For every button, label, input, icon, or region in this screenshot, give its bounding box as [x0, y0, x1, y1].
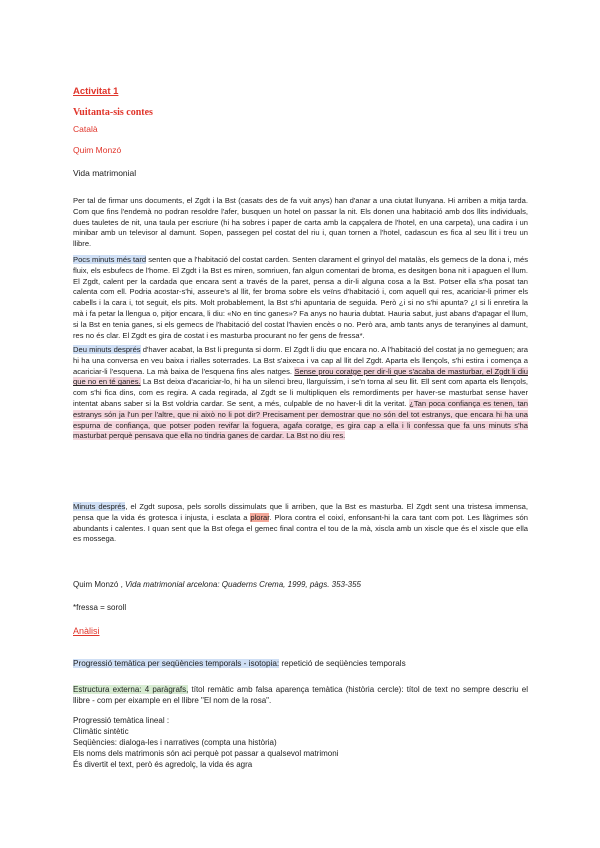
footnote: *fressa = soroll: [73, 603, 127, 612]
thematic-progression: [73, 659, 528, 668]
list-item: Els noms dels matrimonis són aci perquè pot passar a qualsevol matrimoni: [73, 749, 339, 758]
structure-label: Estructura externa: 4 paràgrafs,: [73, 685, 189, 694]
external-structure: [73, 684, 528, 706]
list-item: Climàtic sintètic: [73, 727, 129, 736]
time-marker: Deu minuts després: [73, 345, 141, 354]
paragraph-3: [73, 345, 528, 442]
citation: [73, 580, 528, 591]
time-marker: Minuts després: [73, 502, 126, 511]
story-title: Vida matrimonial: [73, 168, 137, 178]
analysis-list: [73, 715, 528, 770]
progression-text: repetició de seqüències temporals: [279, 659, 406, 668]
paragraph-text: senten que a l'habitació del costat carden. Senten clarament el grinyol del matalàs, els gemecs de la dona i, més fluix, els esbufecs de l'home. El Zgdt i la Bst es miren, somriuen, fan algun comentari de broma, es desitgen bona nit i apaguen el llum. El Zgdt, calent per la cardada que encara sent a través de la paret, pensa a dir-li alguna cosa a la Bst. Potser ella s'ha posat tan calenta com ell. Podria acostar-s'hi, asseure's al llit, fer broma sobre els veïns d'habitació i, com aquell qui res, acariciar-li primer els cabells i la cara i, tot seguit, els pits. Molt probablement, la Bst s'hi apuntaria de seguida. Però ¿i si no s'hi apunta? ¿I si li enretira la mà i fa petar la llengua o, pitjor encara, li diu: «No en tinc ganes»? Fa anys no hauria dubtat. Hauria sabut, just abans d'apagar el llum, si la Bst en tenia ganes, si els gemecs de l'habitació del costat l'havien encès o no. Però ara, amb tants anys de teranyines al damunt, res no és clar. El Zgdt es gira de costat i es masturba procurant no fer gens de fressa*.: [73, 255, 528, 340]
list-item: És divertit el text, però és agredolç, la vida és agra: [73, 760, 253, 769]
highlighted-passage: ¿Tan poca confiança es tenen, tan estranys són ja l'un per l'altre, que ni això no li pot dir? Precisament per demostrar que no són del tot estranys, que encara hi ha una espurna de confiança, que potser poden revifar la foguera, agafa coratge, es gira cap a ella i li confessa que fa uns minuts s'ha masturbat perquè pensava que ella no tindria ganes de cardar. La Bst no diu res.: [73, 398, 528, 441]
time-marker: Pocs minuts més tard: [73, 255, 147, 264]
paragraph-text: , el Zgdt suposa, pels sorolls dissimulats que li arriben, que la Bst es masturba. El Zgdt sent una tristesa immensa, pensa que la vida és grotesca i injusta, i esclata a: [73, 502, 528, 522]
language-label: Català: [73, 124, 98, 134]
highlighted-word: plorar: [250, 512, 270, 522]
list-item: Progressió temàtica lineal :: [73, 716, 170, 725]
paragraph-2: [73, 255, 528, 341]
author-name: Quim Monzó: [73, 145, 122, 155]
paragraph-1: Per tal de firmar uns documents, el Zgdt i la Bst (casats des de fa vuit anys) han d'anar a una ciutat llunyana. Hi arriben a mitja tarda. Com que fins l'endemà no podran resoldre l'afer, busquen un hotel on passar la nit. Els donen una habitació amb dos llits individuals, dues tauletes de nit, una taula per escriure (hi ha sobres i paper de carta amb la capçalera de l'hotel, en una carpeta), una cadira i un minibar amb un televisor al damunt. Sopen, passegen pel costat del riu i, quan tornen a l'hotel, cadascun es fica al seu llit i treu un llibre.: [73, 196, 528, 249]
book-title: Vuitanta-sis contes: [73, 107, 153, 118]
activity-heading: Activitat 1: [73, 86, 119, 97]
paragraph-text: . Plora contra el coixí, enfonsant-hi la cara tant com pot. Les llàgrimes són abundants i calentes. I quan sent que la Bst ofega el gemec final contra el tou de la mà, xiscla amb un xiscle que és el xiscle que ella es mossega.: [73, 512, 529, 544]
analysis-heading: Anàlisi: [73, 626, 100, 636]
paragraph-text: d'haver acabat, la Bst li pregunta si dorm. El Zgdt li diu que encara no. A l'habitació del costat ja no gemeguen; ara hi ha una conversa en veu baixa i rialles soterrades. La Bst s'aixeca i va cap al llit del Zgdt. Aparta els llençols, s'hi estira i comença a acariciar-li l'esquena. La mà baixa de l'esquena fins ales natges.: [73, 345, 528, 376]
citation-source: Vida matrimonial arcelona: Quaderns Crema, 1999, pàgs. 353-355: [122, 580, 362, 589]
list-item: Seqüències: dialoga-les i narratives (compta una història): [73, 738, 277, 747]
citation-author: Quim Monzó ,: [73, 580, 123, 589]
progression-label: Progressió temàtica per seqüències temporals - isotopia:: [73, 659, 280, 668]
paragraph-text: La Bst deixa d'acariciar-lo, hi ha un silenci breu, llarguíssim, i se'n torna al seu llit. Ell sent com aparta els llençols, com s'hi fica dins, com es regira. A cada regirada, al Zgdt se li multipliquen els remordiments per haver-se masturbat sense haver intentat abans saber si la Bst voldria cardar. Se sent, a més, culpable de no haver-li dit la veritat.: [73, 377, 529, 408]
paragraph-4: [73, 502, 528, 545]
underlined-sentence: Sense prou coratge per dir-li que s'acaba de masturbar, el Zgdt li diu que no en té ganes.: [73, 366, 528, 387]
structure-text: títol remàtic amb falsa aparença temàtica (història cercle): títol de text no sempre descriu el llibre - com per eixample en el llibre "El nom de la rosa".: [73, 685, 528, 705]
